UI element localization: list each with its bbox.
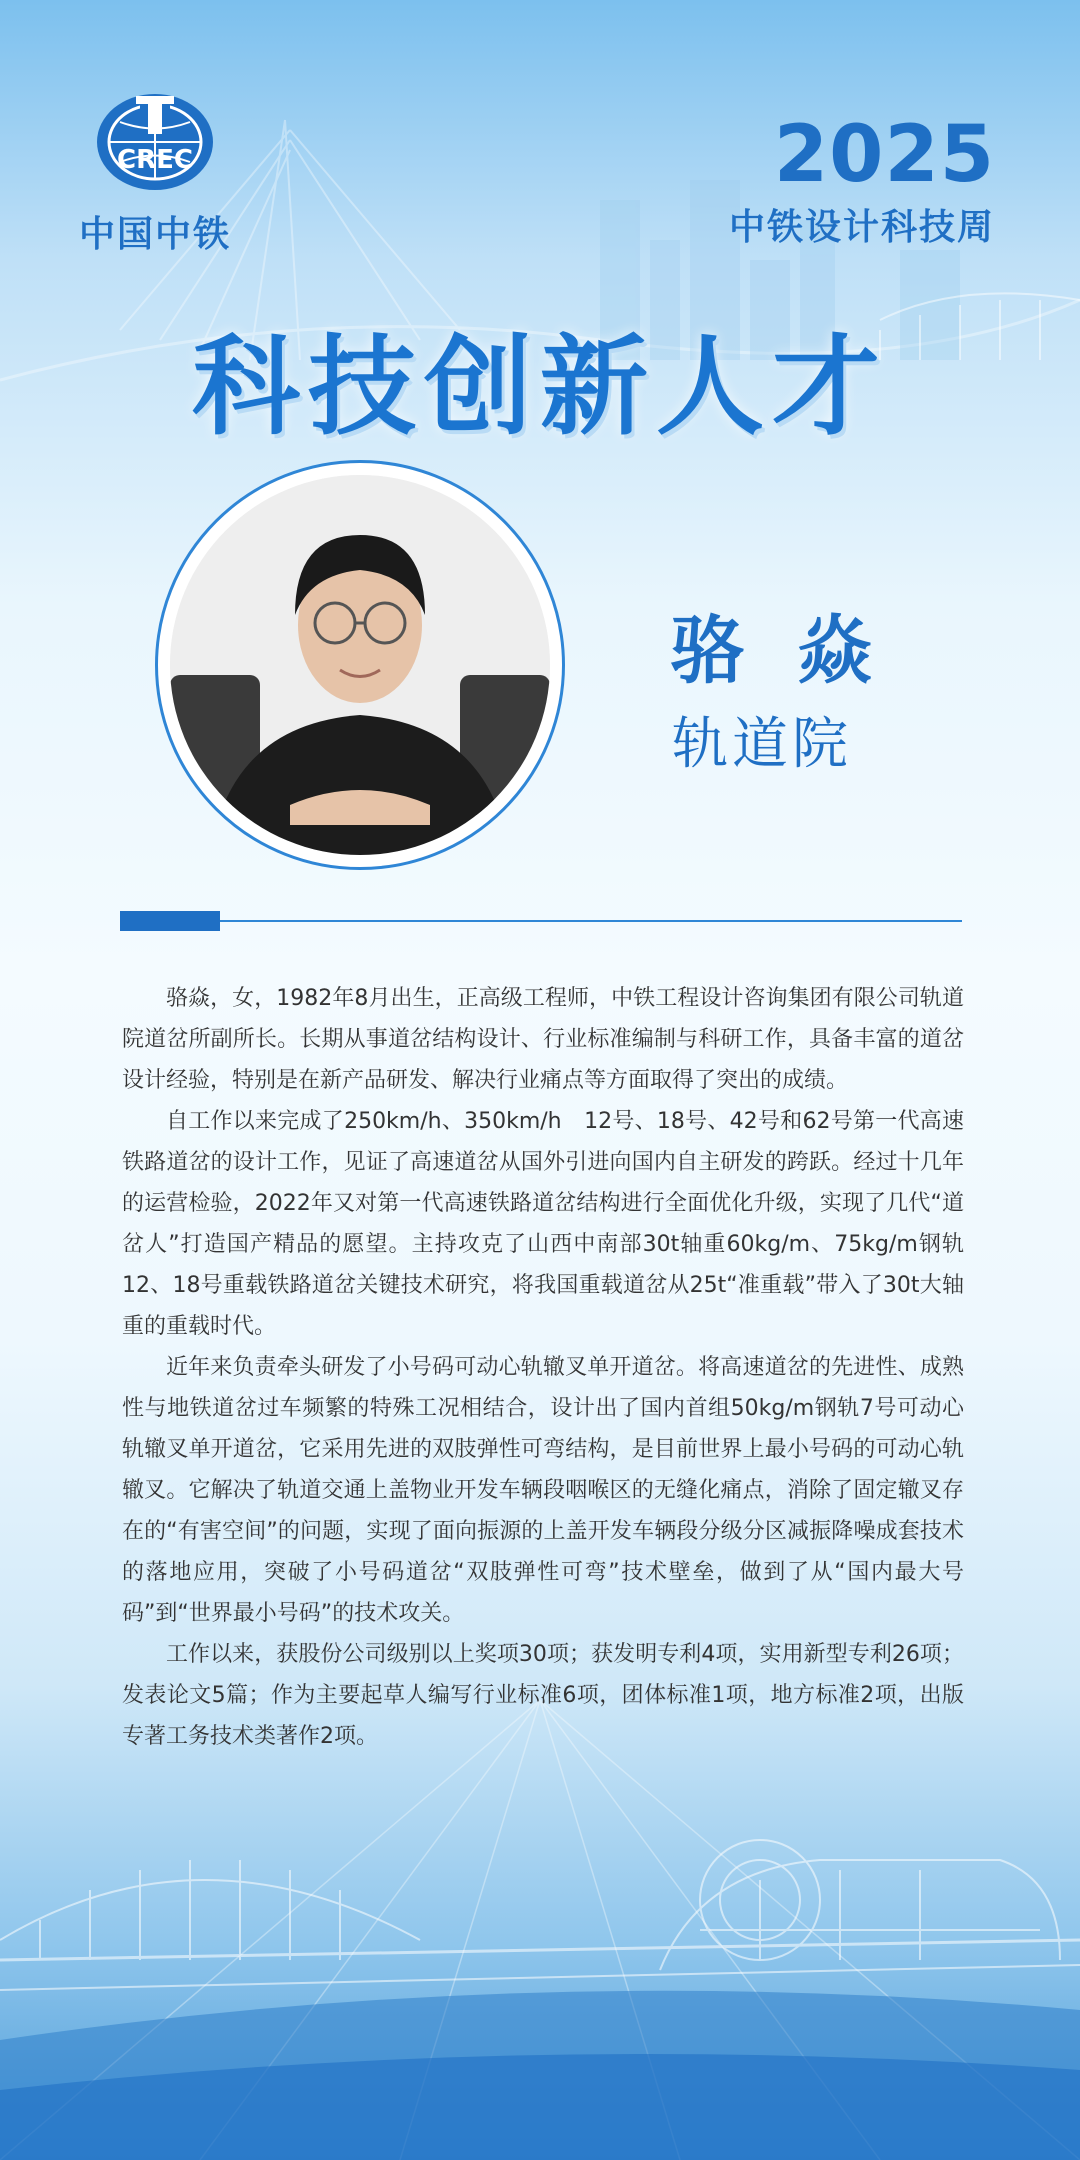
portrait-icon [170,475,550,855]
brand-logo [70,90,240,257]
brand-name: 中国中铁 [78,214,231,255]
event-badge [728,110,995,250]
section-divider [120,920,962,922]
page-title: 科技创新人才 [191,325,888,450]
divider-accent [120,911,220,931]
portrait-frame [155,460,565,870]
bio-paragraph: 自工作以来完成了250km/h、350km/h 12号、18号、42号和62号第一代高速铁路道岔的设计工作，见证了高速道岔从国外引进向国内自主研发的跨跃。经过十几年的运营检验，2022年又对第一代高速铁路道岔结构进行全面优化升级，实现了几代“道岔人”打造国产精品的愿望。主持攻克了山西中南部30t轴重60kg/m、75kg/m钢轨12、18号重载铁路道岔关键技术研究，将我国重载道岔从25t“准重载”带入了30t大轴重的重载时代。 [122,1109,964,1339]
logo-letters: CREC [117,145,193,175]
bio-paragraph: 近年来负责牵头研发了小号码可动心轨辙叉单开道岔。将高速道岔的先进性、成熟性与地铁道岔过车频繁的特殊工况相结合，设计出了国内首组50kg/m钢轨7号可动心轨辙叉单开道岔，它采用先进的双肢弹性可弯结构，是目前世界上最小号码的可动心轨辙叉。它解决了轨道交通上盖物业开发车辆段咽喉区的无缝化痛点，消除了固定辙叉存在的“有害空间”的问题，实现了面向振源的上盖开发车辆段分级分区减振降噪成套技术的落地应用，突破了小号码道岔“双肢弹性可弯”技术壁垒，做到了从“国内最大号码”到“世界最小号码”的技术攻关。 [122,1355,964,1626]
person-name: 骆 焱 [670,608,886,694]
bio-paragraph: 工作以来，获股份公司级别以上奖项30项；获发明专利4项，实用新型专利26项；发表论文5篇；作为主要起草人编写行业标准6项，团体标准1项，地方标准2项，出版专著工务技术类著作2项。 [122,1642,964,1749]
portrait-photo [170,475,550,855]
event-name: 中铁设计科技周 [728,207,995,248]
crec-logo-icon [90,90,220,200]
person-department: 轨道院 [672,712,852,777]
bio-paragraph: 骆焱，女，1982年8月出生，正高级工程师，中铁工程设计咨询集团有限公司轨道院道岔所副所长。长期从事道岔结构设计、行业标准编制与科研工作，具备丰富的道岔设计经验，特别是在新产品研发、解决行业痛点等方面取得了突出的成绩。 [122,986,964,1093]
biography [122,978,964,1757]
event-year: 2025 [773,110,995,200]
